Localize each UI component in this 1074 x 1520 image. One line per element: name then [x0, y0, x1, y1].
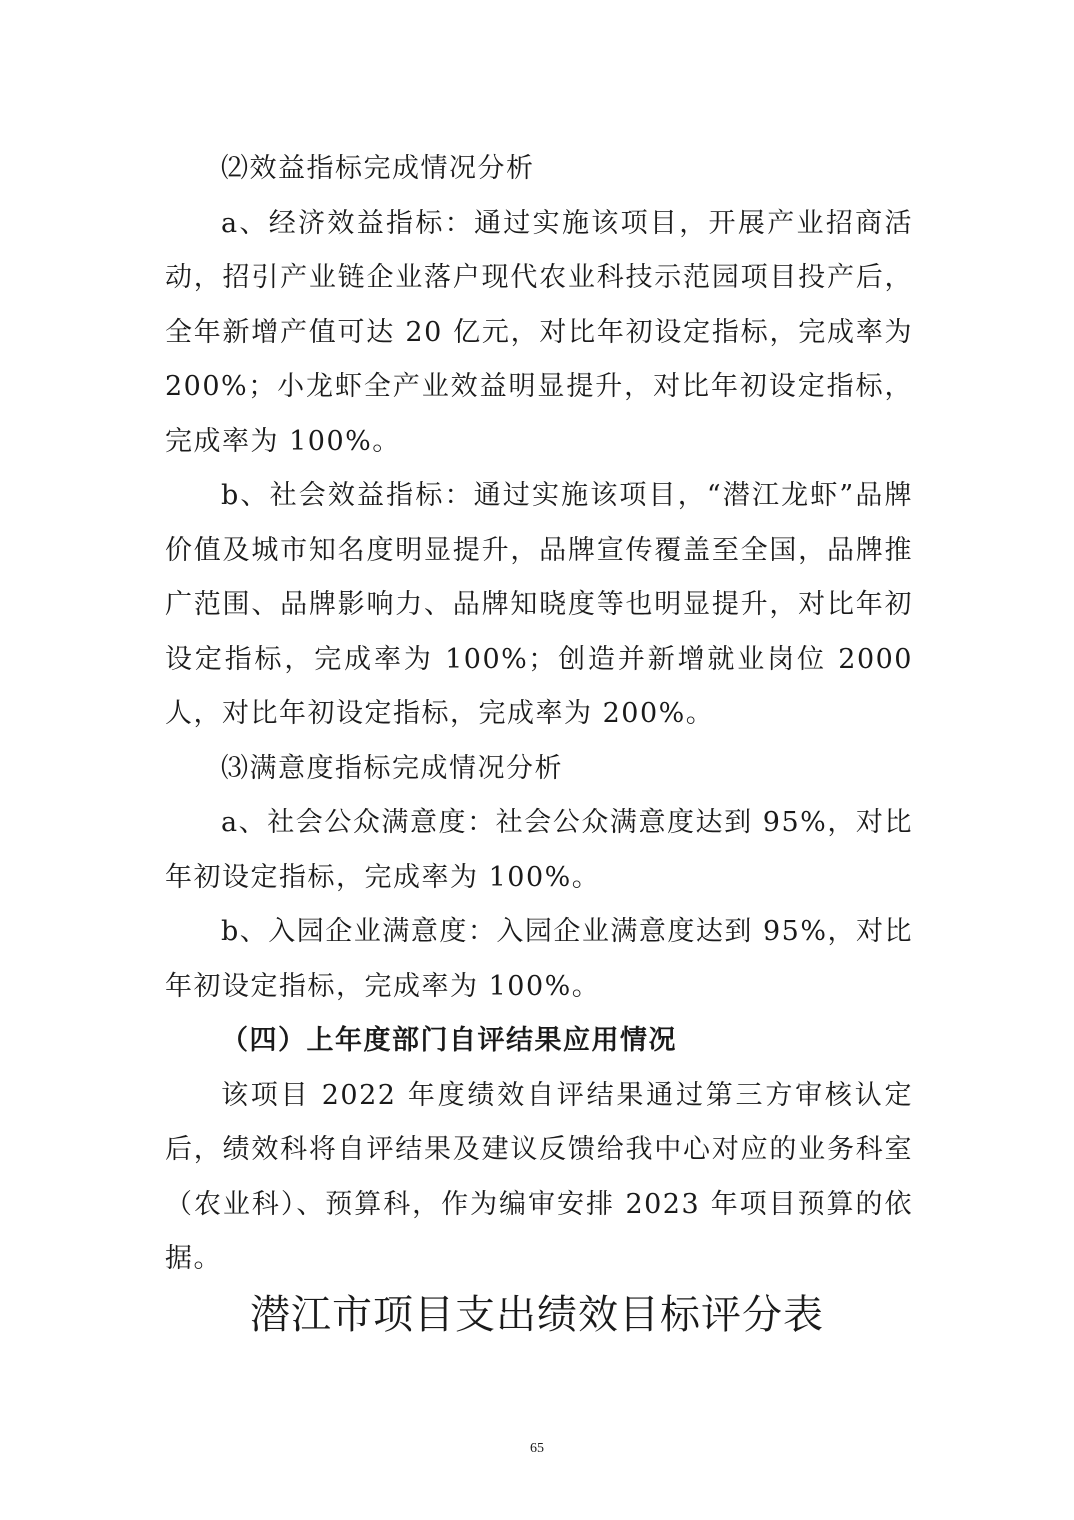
paragraph-public-satisfaction: a、社会公众满意度：社会公众满意度达到 95%，对比年初设定指标，完成率为 100%。 — [165, 807, 913, 893]
subheading-benefit-indicators: ⑵效益指标完成情况分析 — [221, 153, 535, 184]
subheading-satisfaction-indicators: ⑶满意度指标完成情况分析 — [221, 752, 563, 784]
paragraph-economic-benefit: a、经济效益指标：通过实施该项目，开展产业招商活动，招引产业链企业落户现代农业科技示范园项目投产后，全年新增产值可达 20 亿元，对比年初设定指标，完成率为 200%；小龙虾全产业效益明显提升，对比年初设定指标，完成率为 100%。 — [165, 207, 913, 457]
page-number: 65 — [530, 1441, 544, 1456]
table-title: 潜江市项目支出绩效目标评分表 — [250, 1292, 824, 1338]
paragraph-social-benefit: b、社会效益指标：通过实施该项目，“潜江龙虾”品牌价值及城市知名度明显提升，品牌宣传覆盖至全国，品牌推广范围、品牌影响力、品牌知晓度等也明显提升，对比年初设定指标，完成率为 100%；创造并新增就业岗位 2000 人，对比年初设定指标，完成率为 200%。 — [165, 480, 913, 729]
section-heading-prior-year-results: （四）上年度部门自评结果应用情况 — [221, 1025, 677, 1056]
body-text — [165, 142, 913, 1287]
paragraph-enterprise-satisfaction: b、入园企业满意度：入园企业满意度达到 95%，对比年初设定指标，完成率为 100%。 — [165, 916, 913, 1002]
paragraph-results-application: 该项目 2022 年度绩效自评结果通过第三方审核认定后，绩效科将自评结果及建议反馈给我中心对应的业务科室（农业科）、预算科，作为编审安排 2023 年项目预算的依据。 — [165, 1079, 913, 1274]
